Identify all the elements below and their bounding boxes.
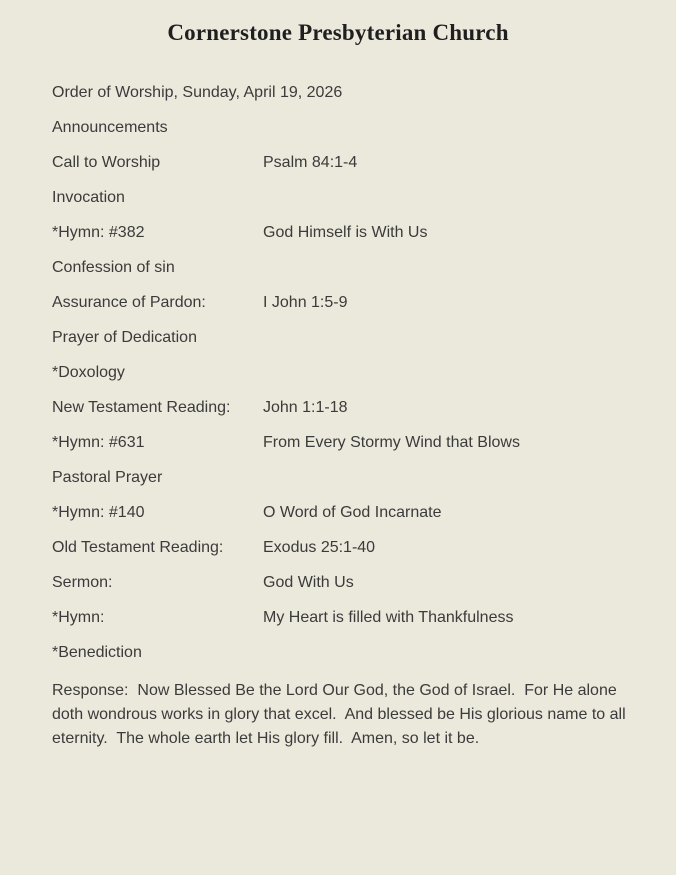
item-detail: God Himself is With Us: [263, 224, 428, 241]
page-title: Cornerstone Presbyterian Church: [167, 20, 509, 45]
item-label: *Benediction: [52, 644, 142, 661]
list-item: [52, 460, 630, 495]
list-item: [52, 250, 630, 285]
item-label: Confession of sin: [52, 259, 175, 276]
item-detail: [263, 460, 630, 495]
list-item: [52, 425, 630, 460]
list-item: [52, 390, 630, 425]
item-label: Invocation: [52, 189, 125, 206]
item-label: New Testament Reading:: [52, 399, 231, 416]
item-label: *Hymn:: [52, 609, 105, 626]
item-label: *Doxology: [52, 364, 125, 381]
item-detail: My Heart is filled with Thankfulness: [263, 609, 514, 626]
item-label: Assurance of Pardon:: [52, 294, 206, 311]
item-label: Old Testament Reading:: [52, 539, 224, 556]
list-item: [52, 355, 630, 390]
item-detail: O Word of God Incarnate: [263, 504, 442, 521]
item-label: Call to Worship: [52, 154, 161, 171]
order-of-worship: [52, 75, 630, 751]
response-paragraph: Response: Now Blessed Be the Lord Our God, the God of Israel. For He alone doth wondrous works in glory that excel. And blessed be His glorious name to all eternity. The whole earth let His glory fill. Amen, so let it be.: [52, 682, 631, 747]
item-label: Pastoral Prayer: [52, 469, 163, 486]
item-label: *Hymn: #140: [52, 504, 145, 521]
item-label: Prayer of Dedication: [52, 329, 197, 346]
item-detail: [263, 250, 630, 285]
list-item: [52, 145, 630, 180]
list-item: [52, 565, 630, 600]
item-detail: I John 1:5-9: [263, 294, 348, 311]
item-label: Sermon:: [52, 574, 113, 591]
list-item: [52, 530, 630, 565]
item-detail: Exodus 25:1-40: [263, 539, 376, 556]
item-detail: Psalm 84:1-4: [263, 154, 358, 171]
list-item: [52, 320, 630, 355]
item-detail: [263, 320, 630, 355]
item-detail: [263, 110, 630, 145]
list-item: [52, 215, 630, 250]
list-item: [52, 635, 630, 670]
order-of-worship-heading: Order of Worship, Sunday, April 19, 2026: [52, 84, 343, 101]
item-label: *Hymn: #382: [52, 224, 145, 241]
list-item: [52, 285, 630, 320]
item-detail: [263, 355, 630, 390]
list-item: [52, 180, 630, 215]
list-item: [52, 495, 630, 530]
item-detail: From Every Stormy Wind that Blows: [263, 434, 520, 451]
item-label: *Hymn: #631: [52, 434, 145, 451]
item-detail: [263, 180, 630, 215]
item-label: Announcements: [52, 119, 168, 136]
item-detail: God With Us: [263, 574, 354, 591]
item-detail: John 1:1-18: [263, 399, 348, 416]
list-item: [52, 110, 630, 145]
item-detail: [263, 635, 630, 670]
list-item: [52, 600, 630, 635]
